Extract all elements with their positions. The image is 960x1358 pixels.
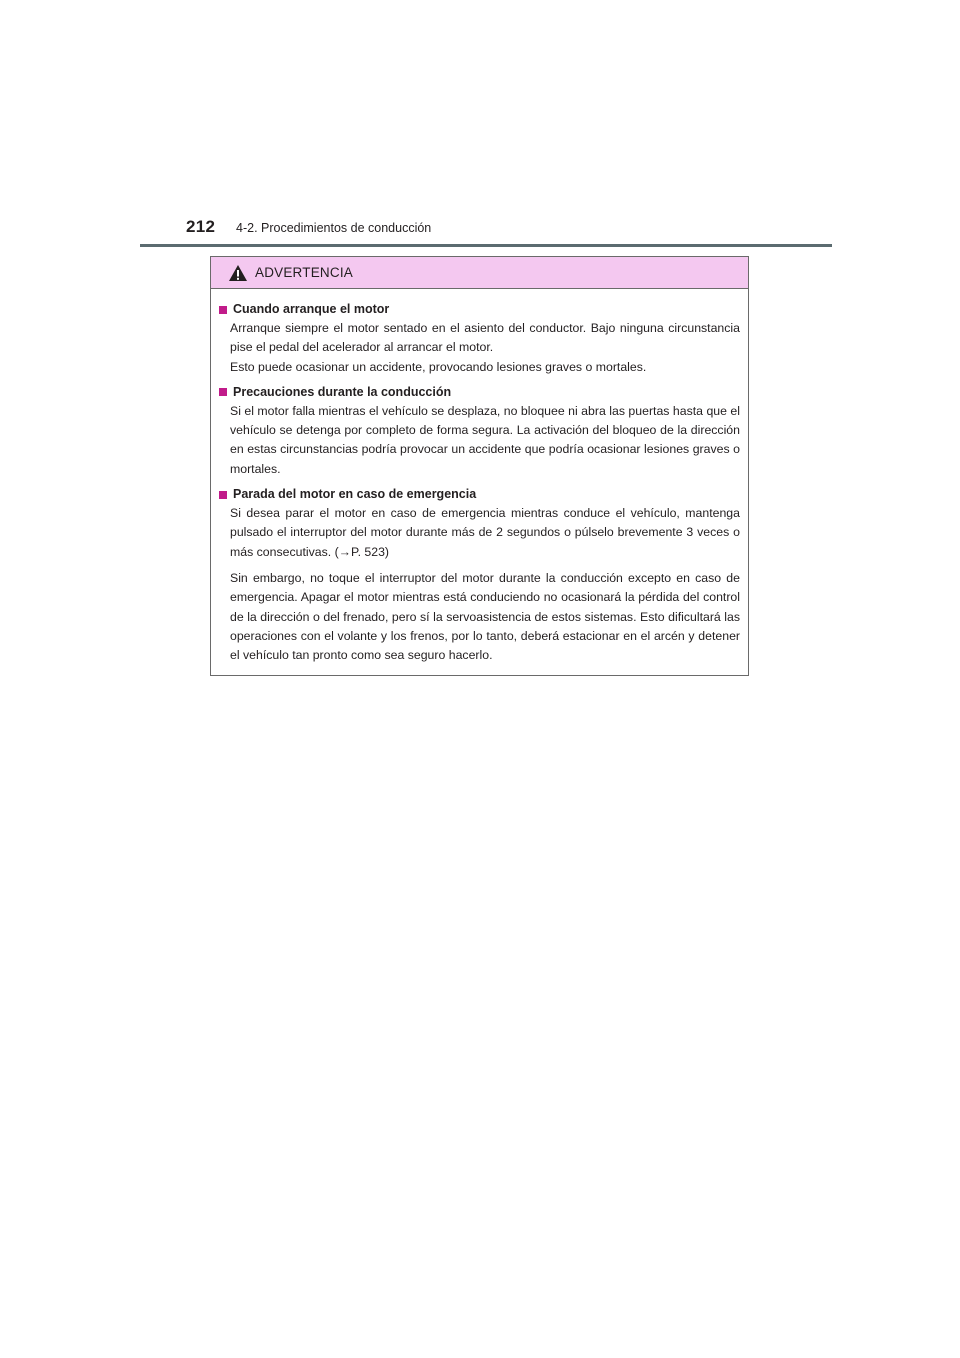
item-heading-text: Cuando arranque el motor [233, 302, 390, 316]
header-divider [140, 244, 832, 247]
warning-header [211, 257, 748, 289]
item-paragraph: Si desea parar el motor en caso de emergencia mientras conduce el vehículo, mantenga pulsado el interruptor del motor durante más de 2 segundos o púlselo brevemente 3 veces o más consecutivas. (→P. 523) [230, 506, 740, 559]
page-header [140, 215, 832, 249]
square-bullet-icon [219, 306, 227, 314]
item-heading-text: Precauciones durante la conducción [233, 384, 452, 399]
warning-body [211, 289, 748, 665]
item-heading-text: Parada del motor en caso de emergencia [233, 487, 477, 502]
warning-triangle-icon [228, 264, 248, 282]
page-number: 212 [186, 217, 216, 236]
item-heading [219, 485, 740, 504]
item-paragraph: Si el motor falla mientras el vehículo se desplaza, no bloquee ni abra las puertas hasta que el vehículo se detenga por completo de forma segura. La activación del bloqueo de la dirección en estas circunstancias podría provocar un accidente que podría ocasionar lesiones graves o mortales. [230, 403, 740, 476]
square-bullet-icon [219, 388, 227, 396]
item-paragraph: Arranque siempre el motor sentado en el asiento del conductor. Bajo ninguna circunstancia pise el pedal del acelerador al arrancar el motor. Esto puede ocasionar un accidente, provocando lesiones graves o mortales. [230, 321, 740, 374]
square-bullet-icon [219, 491, 227, 499]
warning-item [219, 300, 740, 377]
warning-box [210, 256, 749, 676]
section-title: 4-2. Procedimientos de conducción [236, 221, 432, 235]
item-heading [219, 300, 740, 319]
item-heading [219, 383, 740, 402]
warning-item [219, 485, 740, 665]
warning-title: ADVERTENCIA [255, 265, 353, 280]
warning-item [219, 383, 740, 479]
item-paragraph: Sin embargo, no toque el interruptor del motor durante la conducción excepto en caso de emergencia. Apagar el motor mientras está conduciendo no ocasionará la pérdida del control de la dirección o del frenado, pero sí la servoasistencia de estos sistemas. Esto dificultará las operaciones con el volante y los frenos, por lo tanto, deberá estacionar en el arcén y detener el vehículo tan pronto como sea seguro hacerlo. [230, 570, 740, 663]
